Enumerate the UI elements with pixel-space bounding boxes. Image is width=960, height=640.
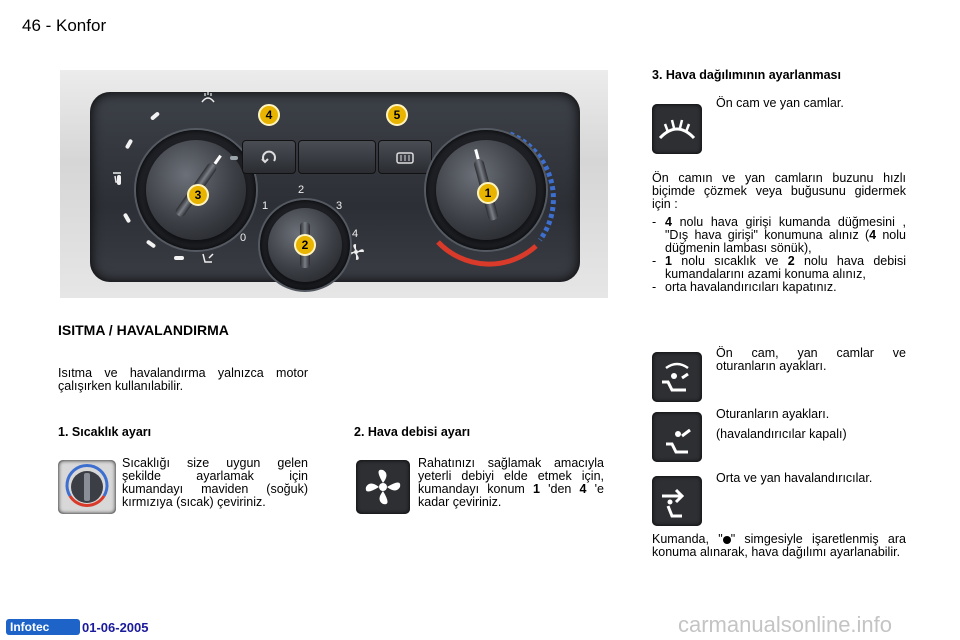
intro-paragraph: Isıtma ve havalandırma yalnızca motor çalışırken kullanılabilir. [58,366,308,393]
fan-symbol-icon [348,244,364,260]
step-number: 2 [787,254,795,268]
section-1-text: Sıcaklığı size uygun gelen şekilde ayarlamak için kumandayı maviden (soğuk) kırmızıya (sıcak) çeviriniz. [122,456,308,509]
marker-1: 1 [477,182,499,204]
step-number: 1 [665,254,672,268]
vents-mode-label: Orta ve yan havalandırıcılar. [716,471,873,485]
section-1-title: 1. Sıcaklık ayarı [58,425,152,439]
list-item-text [665,255,906,281]
closing-text-start: Kumanda, " [652,532,723,546]
indicator-light [230,156,238,160]
fan-scale-1: 1 [262,200,269,212]
main-heading: ISITMA / HAVALANDIRMA [58,322,229,338]
marker-5: 5 [386,104,408,126]
defrost-steps [652,216,906,294]
step-number: 4 [665,215,672,229]
step-text: orta havalandırıcıları kapatınız. [665,280,837,294]
scale-mark [146,239,156,248]
windscreen-mode-tile [652,104,702,154]
scale-mark [123,213,131,224]
recirculation-icon [260,149,278,167]
vents-icon [652,476,702,526]
list-item [652,281,906,294]
page-title: 46 - Konfor [22,16,107,35]
temperature-knob-thumbnail [58,460,116,514]
defrost-icon [652,104,702,154]
feet-icon [652,412,702,462]
air-intake-button[interactable] [242,140,296,174]
fan-scale-2: 2 [298,184,305,196]
list-dash: - [652,254,657,268]
section-2-title: 2. Hava debisi ayarı [354,425,471,439]
watermark: carmanualsonline.info [678,612,893,637]
section-2-text-end: 'e kadar çeviriniz. [418,482,604,509]
step-text: nolu hava debisi kumandalarını azami konuma alınız, [665,254,906,281]
center-blank-button[interactable] [298,140,376,174]
temperature-knob-icon [58,460,116,514]
infotec-logo [6,619,80,635]
footer-date: 01-06-2005 [82,620,149,635]
marker-4: 4 [258,104,280,126]
fan-scale-3: 3 [336,200,343,212]
knob-pointer [213,155,221,165]
vents-mode-tile [652,476,702,526]
feet-mode-label: Oturanların ayakları. [716,407,830,421]
feet-mode-tile [652,412,702,462]
closing-paragraph [652,533,906,559]
section-2-text-main: Rahatınızı sağlamak amacıyla yeterli debiyi elde etmek için, kumandayı konum [418,456,604,496]
feet-windscreen-symbol-icon [110,170,124,184]
defrost-intro: Ön camın ve yan camların buzunu hızlı biçimde çözmek veya buğusunu gidermek için : [652,171,906,211]
list-item [652,255,906,281]
position-to: 4 [579,482,587,496]
feet-windscreen-mode-label: Ön cam, yan camlar ve oturanların ayakları. [716,346,906,373]
closing-text-end: " simgesiyle işaretlenmiş ara konuma alınarak, hava dağılımı ayarlanabilir. [652,532,906,559]
control-panel [90,92,580,282]
feet-windscreen-icon [652,352,702,402]
defrost-symbol-icon [200,92,216,106]
fan-thumbnail [356,460,410,514]
list-dash: - [652,280,657,294]
scale-mark [174,256,184,260]
logo-text: Infotec [10,620,50,634]
section-2-text [418,457,604,509]
position-from: 1 [533,482,540,496]
step-number: 4 [869,228,877,242]
list-item-text [665,216,906,255]
section-3-title: 3. Hava dağılımının ayarlanması [652,68,841,82]
feet-symbol-icon [200,252,216,266]
marker-2: 2 [294,234,316,256]
list-dash: - [652,215,657,229]
knob-pointer [474,149,479,159]
scale-mark [125,139,133,150]
step-text: nolu hava girişi kumanda düğmesini , "Dış hava girişi" konumuna alınız ( [665,215,906,242]
fan-scale-0: 0 [240,232,247,244]
feet-mode-note: (havalandırıcılar kapalı) [716,427,847,441]
section-2-text-mid: 'den [539,482,580,496]
control-panel-photo [60,70,608,298]
list-item [652,216,906,255]
step-text: nolu sıcaklık ve [671,254,788,268]
scale-mark [150,111,160,120]
dot-symbol-icon [723,536,731,544]
step-text: nolu düğmenin lambası sönük), [665,228,906,255]
feet-windscreen-mode-tile [652,352,702,402]
fan-scale-4: 4 [352,228,359,240]
fan-icon [356,460,410,514]
marker-3: 3 [187,184,209,206]
windscreen-mode-label: Ön cam ve yan camlar. [716,96,844,110]
